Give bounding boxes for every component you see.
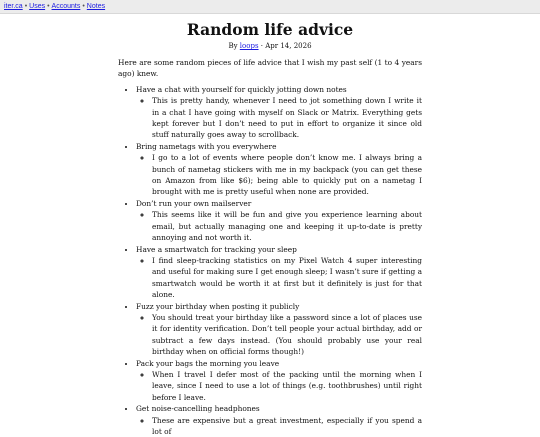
advice-title: Get noise-cancelling headphones	[136, 404, 260, 414]
advice-detail: ◦ This is pretty handy, whenever I need to jot something down I write it in a chat I have going with myself on Slack or Matrix. Everything gets kept forever but I don’t need to put in effort to organize it since old stuff naturally goes away to scrollback.	[152, 95, 422, 141]
advice-detail: ◦ I go to a lot of events where people don’t know me. I always bring a bunch of nametag stickers with me in my backpack (you can get these on Amazon from like $6); being able to quickly put on a nametag I brought with me is pretty useful when none are provided.	[152, 152, 422, 198]
list-item	[136, 301, 422, 358]
author-link[interactable]: loops	[239, 42, 259, 50]
advice-list	[118, 84, 422, 437]
publish-date: Apr 14, 2026	[265, 42, 312, 50]
article	[118, 14, 422, 437]
nav-link-accounts[interactable]: Accounts	[51, 3, 81, 10]
advice-detail: ◦ I find sleep-tracking statistics on my Pixel Watch 4 super interesting and useful for making sure I get enough sleep; I wasn’t sure if getting a smartwatch would be worth it at first but it definitely is just for that alone.	[152, 255, 422, 301]
advice-detail: ◦ These are expensive but a great investment, especially if you spend a lot of	[152, 415, 422, 437]
nav-separator: •	[47, 3, 50, 10]
advice-detail: ◦ You should treat your birthday like a password since a lot of places use it for identity verification. Don’t tell people your actual birthday, add or subtract a few days instead. (You should probably use your real birthday when on official forms though!)	[152, 312, 422, 358]
advice-title: Fuzz your birthday when posting it publicly	[136, 301, 300, 311]
list-item	[136, 84, 422, 141]
list-item	[136, 141, 422, 198]
advice-title: Pack your bags the morning you leave	[136, 358, 280, 368]
advice-title: Have a smartwatch for tracking your sleep	[136, 244, 297, 254]
advice-detail: ◦ When I travel I defer most of the packing until the morning when I leave, since I need to use a lot of things (e.g. toothbrushes) until right before I leave.	[152, 369, 422, 403]
intro-paragraph: Here are some random pieces of life advice that I wish my past self (1 to 4 years ago) knew.	[118, 58, 422, 79]
list-item	[136, 403, 422, 437]
page-title: Random life advice	[186, 20, 354, 39]
list-item	[136, 244, 422, 301]
advice-detail: ◦ This seems like it will be fun and give you experience learning about email, but actually managing one and keeping it up-to-date is pretty annoying and not worth it.	[152, 209, 422, 243]
nav-separator: •	[82, 3, 85, 10]
advice-title: Bring nametags with you everywhere	[136, 141, 277, 151]
advice-title: Don’t run your own mailserver	[136, 198, 252, 208]
top-nav-bar	[0, 0, 540, 14]
byline-prefix: By	[228, 42, 238, 50]
byline-separator: ·	[260, 42, 264, 50]
advice-title: Have a chat with yourself for quickly jotting down notes	[136, 84, 347, 94]
nav-separator: •	[24, 3, 28, 10]
nav-link-home[interactable]: iter.ca	[4, 3, 23, 10]
list-item	[136, 198, 422, 244]
byline	[118, 41, 422, 51]
nav-link-uses[interactable]: Uses	[29, 3, 46, 10]
nav-link-notes[interactable]: Notes	[86, 3, 106, 10]
list-item	[136, 358, 422, 404]
